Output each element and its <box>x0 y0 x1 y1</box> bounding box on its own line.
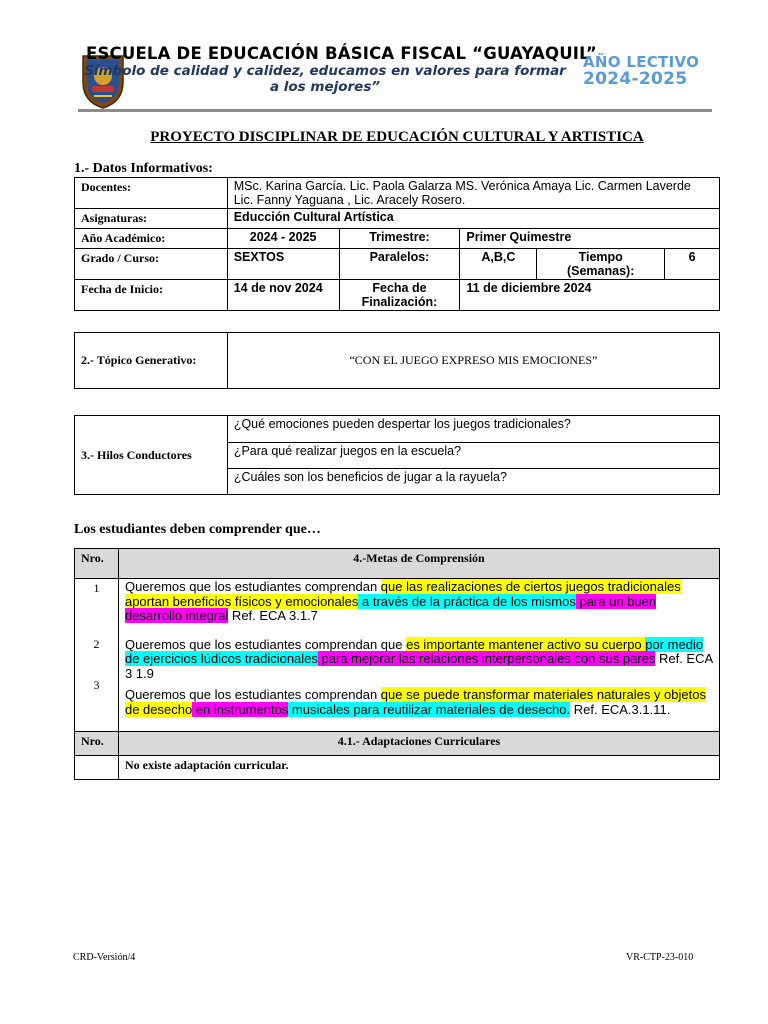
tiempo-value: 6 <box>665 249 720 280</box>
adapt-value: No existe adaptación curricular. <box>118 756 719 780</box>
anio-value: 2024 - 2025 <box>227 229 339 249</box>
hilo-item-2: ¿Para qué realizar juegos en la escuela? <box>227 443 719 469</box>
paralelos-label: Paralelos: <box>339 249 460 280</box>
docentes-value: MSc. Karina García. Lic. Paola Galarza MS. Verónica Amaya Lic. Carmen Laverde Lic. Fanny Yaguana , Lic. Aracely Rosero. <box>227 178 719 209</box>
hilo-item-3: ¿Cuáles son los beneficios de jugar a la rayuela? <box>227 469 719 495</box>
topico-value: “CON EL JUEGO EXPRESO MIS EMOCIONES” <box>227 333 719 389</box>
footer-code: VR-CTP-23-010 <box>626 952 694 963</box>
datos-informativos-table <box>74 177 720 311</box>
trimestre-label: Trimestre: <box>339 229 460 249</box>
school-name: ESCUELA DE EDUCACIÓN BÁSICA FISCAL “GUAYAQUIL” <box>86 44 597 63</box>
adapt-nro-cell <box>75 756 119 780</box>
section1-heading: 1.- Datos Informativos: <box>74 161 213 176</box>
topico-table <box>74 332 720 389</box>
metas-numbers <box>75 579 119 732</box>
meta-number-2: 2 <box>93 637 100 651</box>
hilo-item-1: ¿Qué emociones pueden despertar los juegos tradicionales? <box>227 416 719 443</box>
understand-heading: Los estudiantes deben comprender que… <box>74 522 321 537</box>
anio-label: Año Académico: <box>75 229 228 249</box>
year-label: AÑO LECTIVO <box>583 53 700 71</box>
asignaturas-label: Asignaturas: <box>75 209 228 229</box>
topico-label: 2.- Tópico Generativo: <box>75 333 228 389</box>
asignaturas-value: Educción Cultural Artística <box>227 209 719 229</box>
meta-number-1: 1 <box>93 581 100 595</box>
metas-goals <box>118 579 719 732</box>
inicio-value: 14 de nov 2024 <box>227 280 339 311</box>
header-divider <box>78 109 712 112</box>
fin-label: Fecha de Finalización: <box>339 280 460 311</box>
grado-value: SEXTOS <box>227 249 339 280</box>
meta-number-3: 3 <box>93 678 100 692</box>
trimestre-value: Primer Quimestre <box>460 229 720 249</box>
metas-table <box>74 548 720 780</box>
metas-title-header: 4.-Metas de Comprensión <box>118 549 719 579</box>
inicio-label: Fecha de Inicio: <box>75 280 228 311</box>
metas-nro-header: Nro. <box>75 549 119 579</box>
meta-goal-1: Queremos que los estudiantes comprendan que las realizaciones de ciertos juegos tradicionales aportan beneficios físicos y emocionales a través de la práctica de los mismos para un buen desarrollo integral Ref. ECA 3.1.7 <box>124 579 681 623</box>
school-slogan: Símbolo de calidad y calidez, educamos en valores para formar a los mejores” <box>84 63 566 95</box>
adapt-title-header: 4.1.- Adaptaciones Curriculares <box>118 732 719 756</box>
hilos-label: 3.- Hilos Conductores <box>75 416 228 495</box>
year-value: 2024-2025 <box>583 69 688 89</box>
grado-label: Grado / Curso: <box>75 249 228 280</box>
document-title: PROYECTO DISCIPLINAR DE EDUCACIÓN CULTURAL Y ARTISTICA <box>150 129 644 145</box>
paralelos-value: A,B,C <box>460 249 537 280</box>
tiempo-label: Tiempo (Semanas): <box>537 249 665 280</box>
hilos-table <box>74 415 720 495</box>
docentes-label: Docentes: <box>75 178 228 209</box>
meta-goal-3: Queremos que los estudiantes comprendan que se puede transformar materiales naturales y objetos de desecho en instrumentos musicales para reutilizar materiales de desecho. Ref. ECA.3.1.11. <box>124 687 706 717</box>
adapt-nro-header: Nro. <box>75 732 119 756</box>
meta-goal-2: Queremos que los estudiantes comprendan que es importante mantener activo su cuerpo por medio de ejercicios lúdicos tradicionales para mejorar las relaciones interpersonales con sus pares Ref. ECA 3 1.9 <box>124 636 713 681</box>
fin-value: 11 de diciembre 2024 <box>460 280 720 311</box>
footer-version: CRD-Versión/4 <box>73 952 136 963</box>
